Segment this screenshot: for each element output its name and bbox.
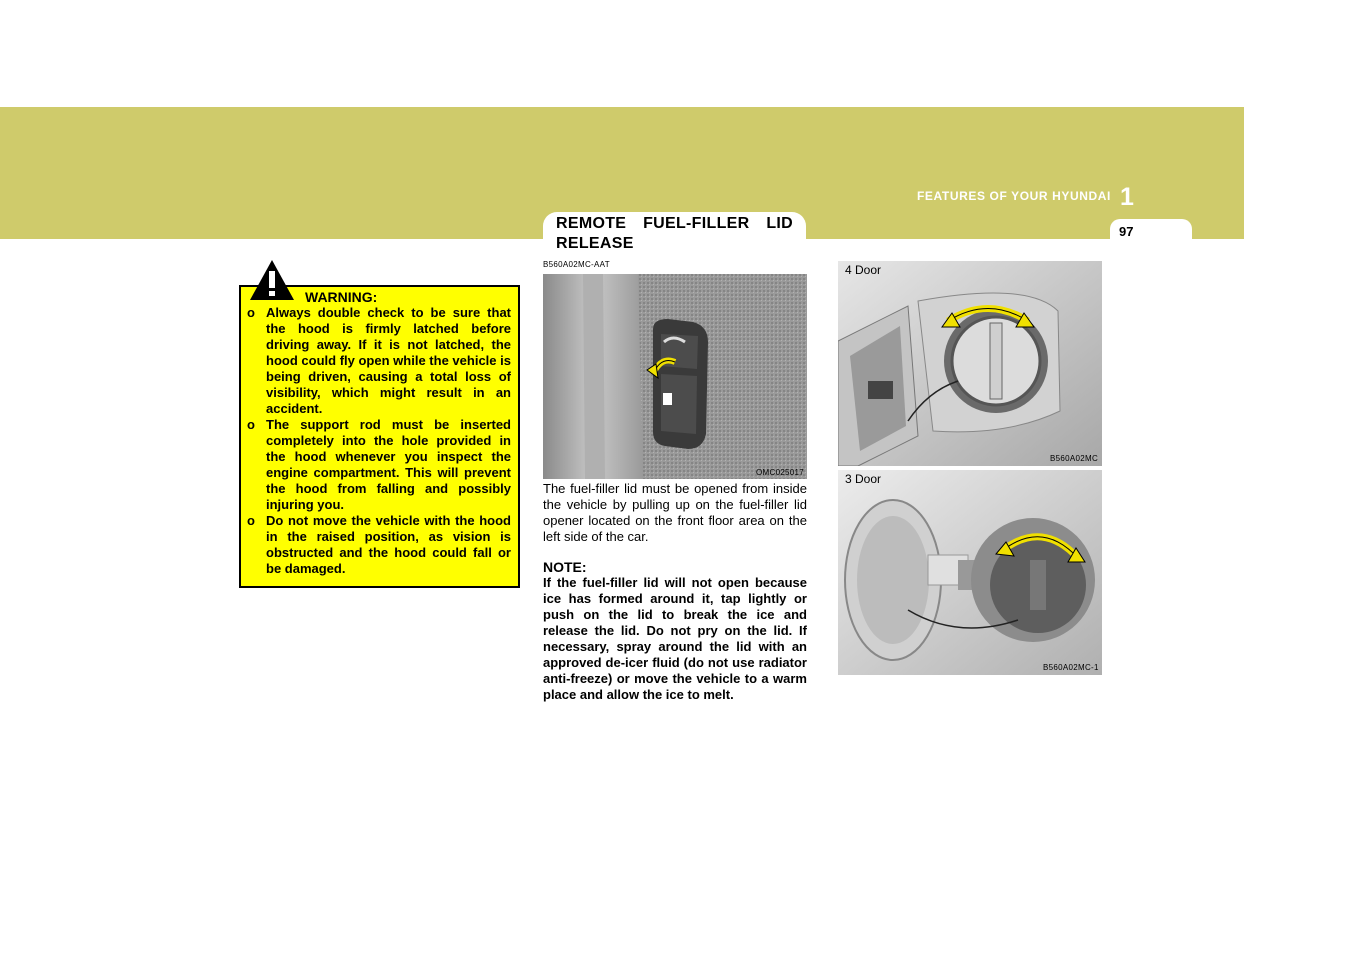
bullet: o xyxy=(247,513,255,528)
warning-item-text: Do not move the vehicle with the hood in the raised position, as vision is obstructed and the hood could fall or be damaged. xyxy=(266,513,511,576)
fuel-lid-opener-photo xyxy=(543,274,807,479)
warning-item-text: Always double check to be sure that the hood is firmly latched before driving away. If it is not latched, the hood could fly open while the vehicle is being driven, causing a total loss of visibility, which might result in an accident. xyxy=(266,305,511,416)
three-door-fuel-lid-photo xyxy=(838,470,1102,675)
four-door-code: B560A02MC xyxy=(1050,454,1099,463)
chapter-title: FEATURES OF YOUR HYUNDAI xyxy=(917,189,1111,203)
bullet: o xyxy=(247,305,255,320)
chapter-number: 1 xyxy=(1120,183,1134,211)
warning-triangle-icon xyxy=(248,258,296,302)
photo-code: OMC025017 xyxy=(756,468,805,477)
section-code: B560A02MC-AAT xyxy=(543,260,610,269)
three-door-code: B560A02MC-1 xyxy=(1043,663,1099,672)
bullet: o xyxy=(247,417,255,432)
four-door-label: 4 Door xyxy=(845,263,882,277)
warning-title: WARNING: xyxy=(305,289,378,305)
page-number: 97 xyxy=(1119,224,1134,239)
warning-item xyxy=(247,305,511,417)
warning-item-text: The support rod must be inserted completely into the hole provided in the hood whenever you inspect the engine compartment. This will prevent the hood from falling and possibly injuring you. xyxy=(266,417,511,512)
note-title: NOTE: xyxy=(543,559,587,575)
note-text: If the fuel-filler lid will not open because ice has formed around it, tap lightly or push on the lid to break the ice and release the lid. Do not pry on the lid. If necessary, spray around the lid with an approved de-icer fluid (do not use radiator anti-freeze) or move the vehicle to a warm place and allow the ice to melt. xyxy=(543,575,807,702)
four-door-fuel-lid-photo xyxy=(838,261,1102,466)
warning-item xyxy=(247,513,511,577)
three-door-label: 3 Door xyxy=(845,472,882,486)
warning-item xyxy=(247,417,511,513)
section-title: REMOTE FUEL-FILLER LID RELEASE xyxy=(556,215,793,252)
body-text: The fuel-filler lid must be opened from inside the vehicle by pulling up on the fuel-filler lid opener located on the front floor area on the left side of the car. xyxy=(543,481,807,544)
warning-list xyxy=(247,305,511,577)
